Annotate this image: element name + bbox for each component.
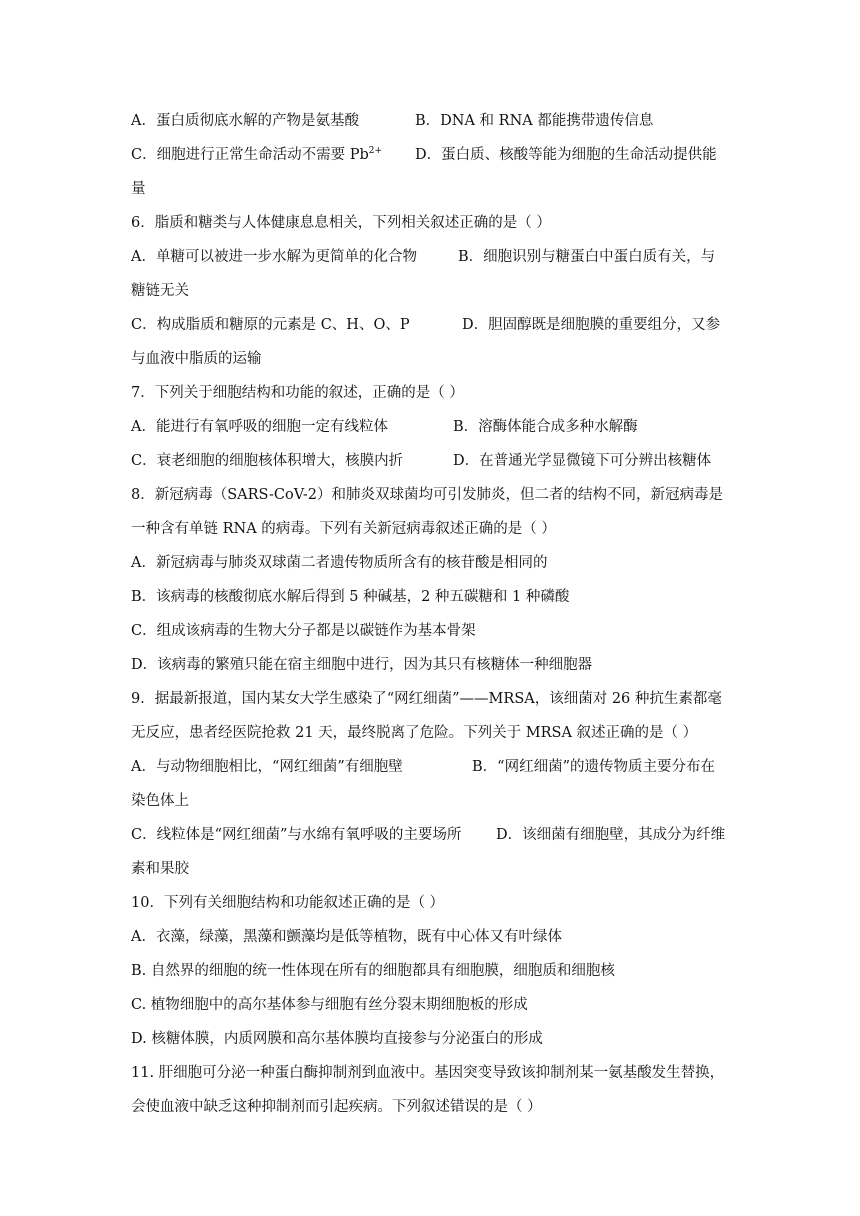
q8-option-d: D．该病毒的繁殖只能在宿主细胞中进行，因为其只有核糖体一种细胞器 <box>131 657 593 673</box>
q8-stem-line2: 一种含有单链 RNA 的病毒。下列有关新冠病毒叙述正确的是（ ） <box>131 521 556 537</box>
q8-option-b: B．该病毒的核酸彻底水解后得到 5 种碱基，2 种五碳糖和 1 种磷酸 <box>131 589 570 605</box>
q11-stem-line2: 会使血液中缺乏这种抑制剂而引起疾病。下列叙述错误的是（ ） <box>131 1099 542 1115</box>
q8-option-c: C．组成该病毒的生物大分子都是以碳链作为基本骨架 <box>131 623 476 639</box>
q11-stem-line1: 11. 肝细胞可分泌一种蛋白酶抑制剂到血液中。基因突变导致该抑制剂某一氨基酸发生替换， <box>131 1065 725 1081</box>
q5-option-a: A．蛋白质彻底水解的产物是氨基酸 <box>131 113 359 129</box>
q8-option-a: A．新冠病毒与肺炎双球菌二者遗传物质所含有的核苷酸是相同的 <box>131 555 548 571</box>
q10-stem: 10．下列有关细胞结构和功能叙述正确的是（ ） <box>131 895 445 911</box>
q6-stem: 6．脂质和糖类与人体健康息息相关，下列相关叙述正确的是（ ） <box>131 215 551 231</box>
q9-stem-line2: 无反应，患者经医院抢救 21 天，最终脱离了危险。下列关于 MRSA 叙述正确的是（ ） <box>131 725 698 741</box>
q6-option-a: A．单糖可以被进一步水解为更简单的化合物 <box>131 249 417 265</box>
q10-option-d: D. 核糖体膜，内质网膜和高尔基体膜均直接参与分泌蛋白的形成 <box>131 1031 543 1047</box>
q9-stem-line1: 9．据最新报道，国内某女大学生感染了“网红细菌”——MRSA，该细菌对 26 种抗生素都毫 <box>131 691 722 707</box>
q9-option-b: B．“网红细菌”的遗传物质主要分布在 <box>472 759 715 775</box>
q7-option-c: C．衰老细胞的细胞核体积增大，核膜内折 <box>131 453 404 469</box>
q6-option-d: D．胆固醇既是细胞膜的重要组分，又参 <box>462 317 721 333</box>
q8-stem-line1: 8．新冠病毒（SARS-CoV-2）和肺炎双球菌均可引发肺炎，但二者的结构不同，新冠病毒是 <box>131 487 723 503</box>
q9-option-b-continued: 染色体上 <box>131 793 189 809</box>
q10-option-c: C. 植物细胞中的高尔基体参与细胞有丝分裂末期细胞板的形成 <box>131 997 528 1013</box>
q6-option-b: B．细胞识别与糖蛋白中蛋白质有关，与 <box>458 249 716 265</box>
q5-option-c <box>131 145 382 165</box>
q9-option-c: C．线粒体是“网红细菌”与水绵有氧呼吸的主要场所 <box>131 827 462 843</box>
q5-option-d: D．蛋白质、核酸等能为细胞的生命活动提供能 <box>415 147 717 163</box>
q10-option-a: A．衣藻，绿藻，黑藻和颤藻均是低等植物，既有中心体又有叶绿体 <box>131 929 562 945</box>
q9-option-d: D．该细菌有细胞壁，其成分为纤维 <box>496 827 726 843</box>
q5-option-c-superscript: 2+ <box>368 146 383 156</box>
q5-option-b: B．DNA 和 RNA 都能携带遗传信息 <box>415 113 654 129</box>
q5-option-c-text: C．细胞进行正常生命活动不需要 Pb <box>131 147 369 163</box>
q9-option-a: A．与动物细胞相比，“网红细菌”有细胞壁 <box>131 759 403 775</box>
q6-option-d-continued: 与血液中脂质的运输 <box>131 351 262 367</box>
q7-option-d: D．在普通光学显微镜下可分辨出核糖体 <box>453 453 712 469</box>
q10-option-b: B. 自然界的细胞的统一性体现在所有的细胞都具有细胞膜，细胞质和细胞核 <box>131 963 615 979</box>
q9-option-d-continued: 素和果胶 <box>131 861 189 877</box>
q5-option-d-continued: 量 <box>131 181 146 197</box>
q6-option-c: C．构成脂质和糖原的元素是 C、H、O、P <box>131 317 410 333</box>
q7-option-b: B．溶酶体能合成多种水解酶 <box>453 419 638 435</box>
q6-option-b-continued: 糖链无关 <box>131 283 189 299</box>
q7-option-a: A．能进行有氧呼吸的细胞一定有线粒体 <box>131 419 388 435</box>
q7-stem: 7．下列关于细胞结构和功能的叙述，正确的是（ ） <box>131 385 464 401</box>
